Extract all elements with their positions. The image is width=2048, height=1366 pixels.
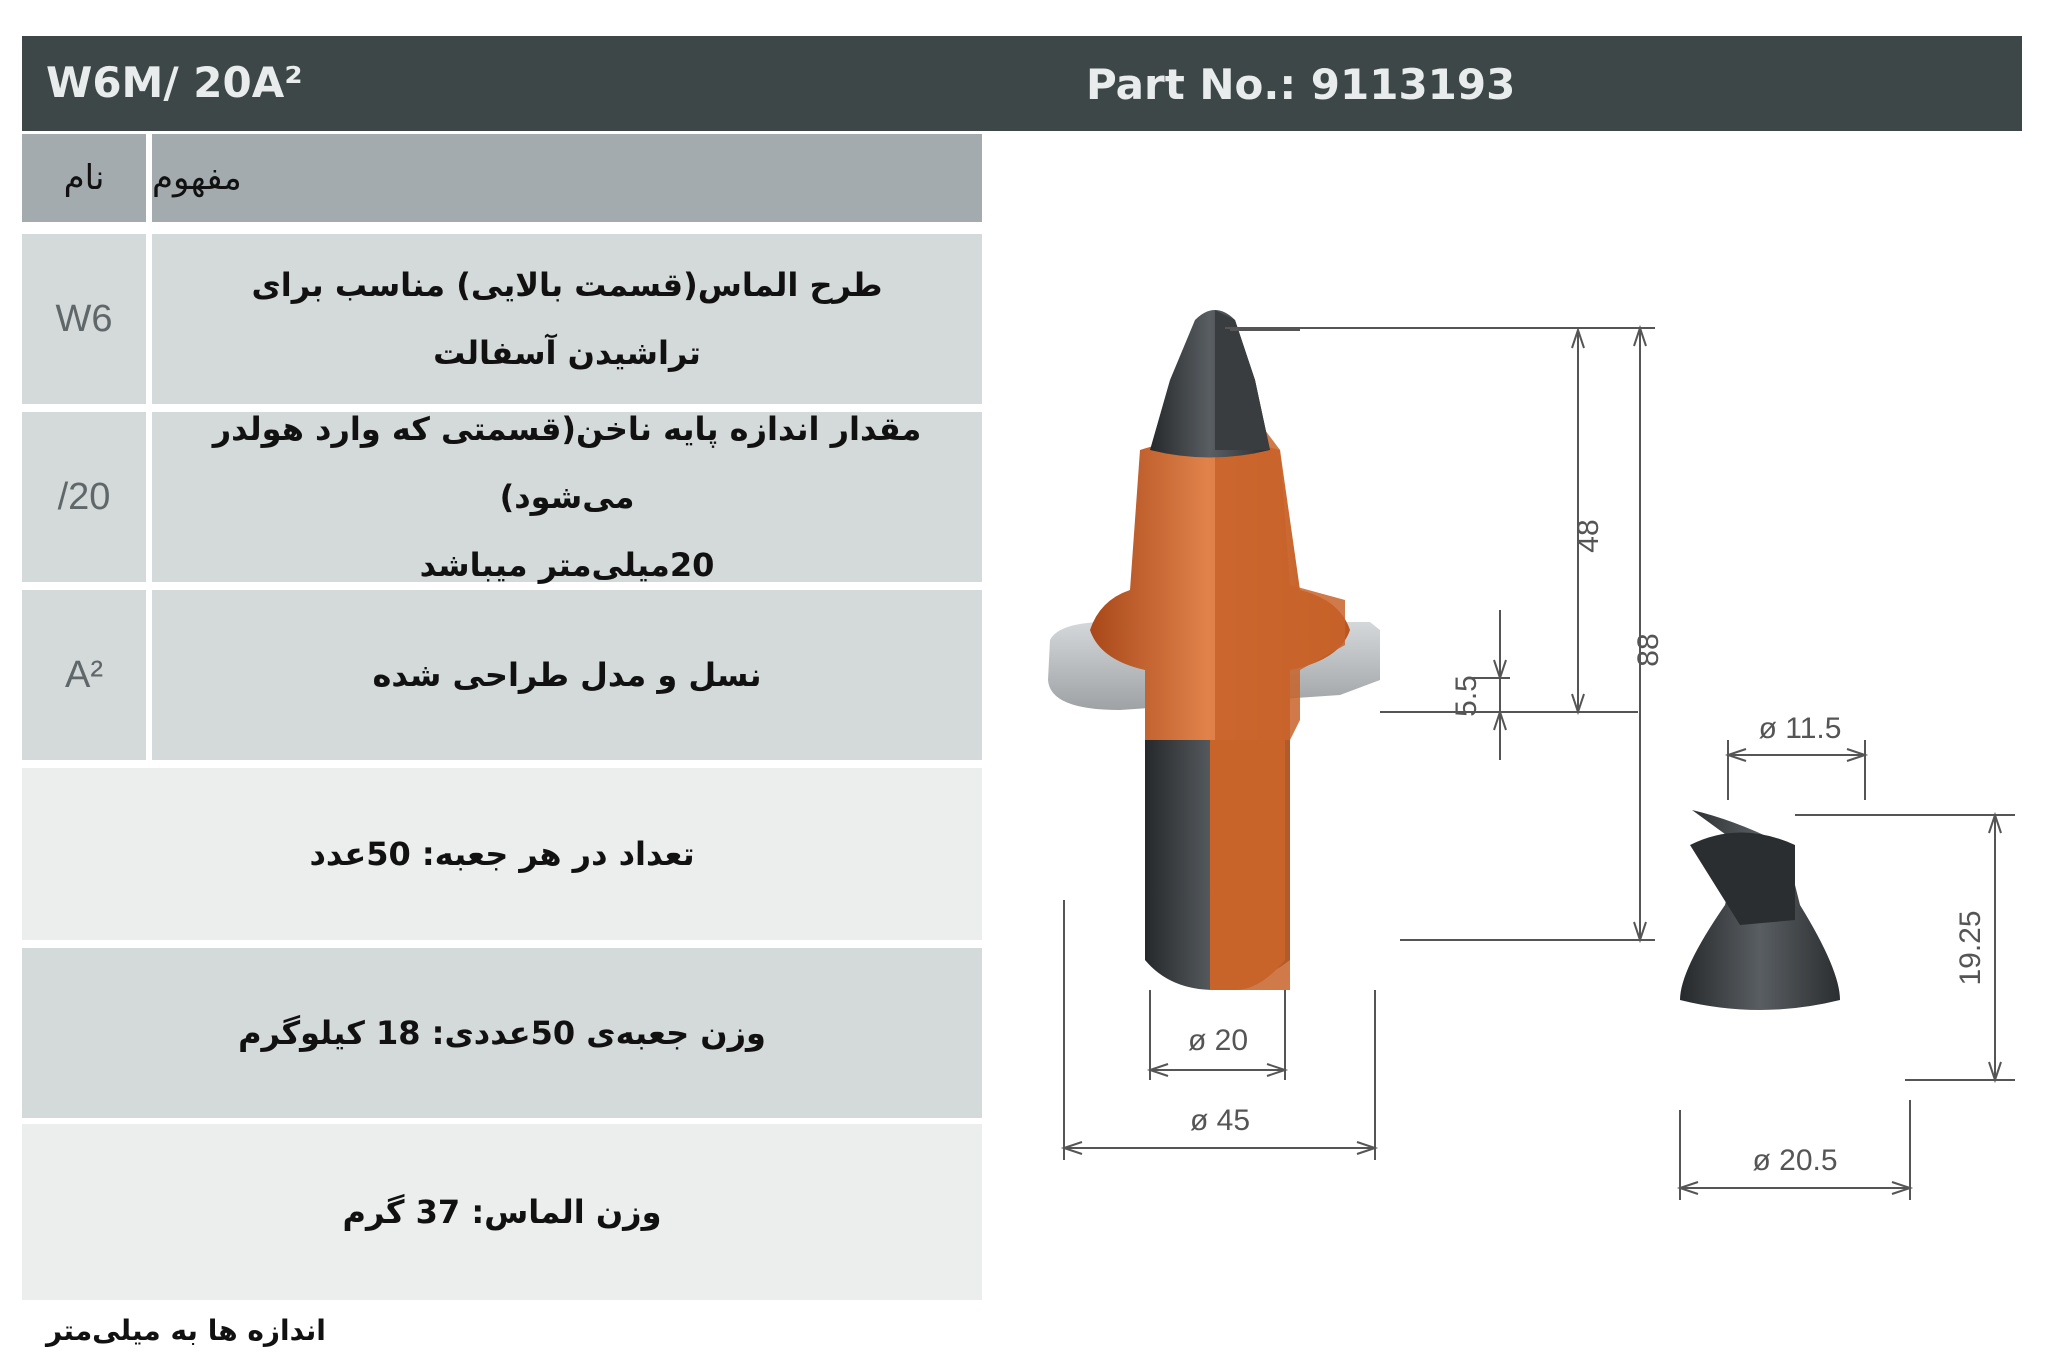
carbide-tip-illustration [1680,810,1840,1010]
table-row [22,234,982,404]
box-quantity-row [22,768,982,940]
pick-illustration [1048,310,1380,990]
diamond-weight: وزن الماس: 37 گرم [22,1124,982,1300]
row-description [152,590,982,760]
row-desc-line: نسل و مدل طراحی شده [372,656,762,694]
box-weight: وزن جعبه‌ی 50عددی: 18 کیلوگرم [22,948,982,1118]
dim-d45: ø 45 [1189,1104,1251,1137]
row-code: /20 [22,412,146,582]
row-desc-line: تراشیدن آسفالت [433,334,701,372]
row-desc-line: مقدار اندازه پایه ناخن(قسمتی که وارد هولدر می‌شود) [212,410,922,516]
diamond-weight-row [22,1124,982,1300]
col-name-header: نام [22,134,146,222]
dim-5-5: 5.5 [1450,675,1483,717]
table-header-row [22,134,982,222]
dim-d20-5: ø 20.5 [1752,1144,1838,1177]
units-note: اندازه ها به میلی‌متر [46,1314,326,1347]
part-number: Part No.: 9113193 [1086,60,1516,109]
row-description [152,412,982,582]
table-row [22,590,982,760]
row-desc-line: 20میلی‌متر میباشد [419,546,715,584]
col-concept-header: مفهوم [152,134,982,222]
dim-19-25: 19.25 [1954,910,1987,986]
row-code: W6 [22,234,146,404]
row-description [152,234,982,404]
row-desc-line: طرح الماس(قسمت بالایی) مناسب برای [251,266,883,304]
technical-drawing [1000,300,2040,1240]
dim-d20: ø 20 [1187,1024,1249,1057]
header-bar [22,36,2022,131]
row-code: A² [22,590,146,760]
dim-48: 48 [1572,519,1605,553]
table-row [22,412,982,582]
dim-d11-5: ø 11.5 [1758,712,1842,745]
box-weight-row [22,948,982,1118]
model-title: W6M/ 20A² [46,58,303,107]
box-quantity: تعداد در هر جعبه: 50عدد [22,768,982,940]
dim-88: 88 [1632,633,1665,667]
